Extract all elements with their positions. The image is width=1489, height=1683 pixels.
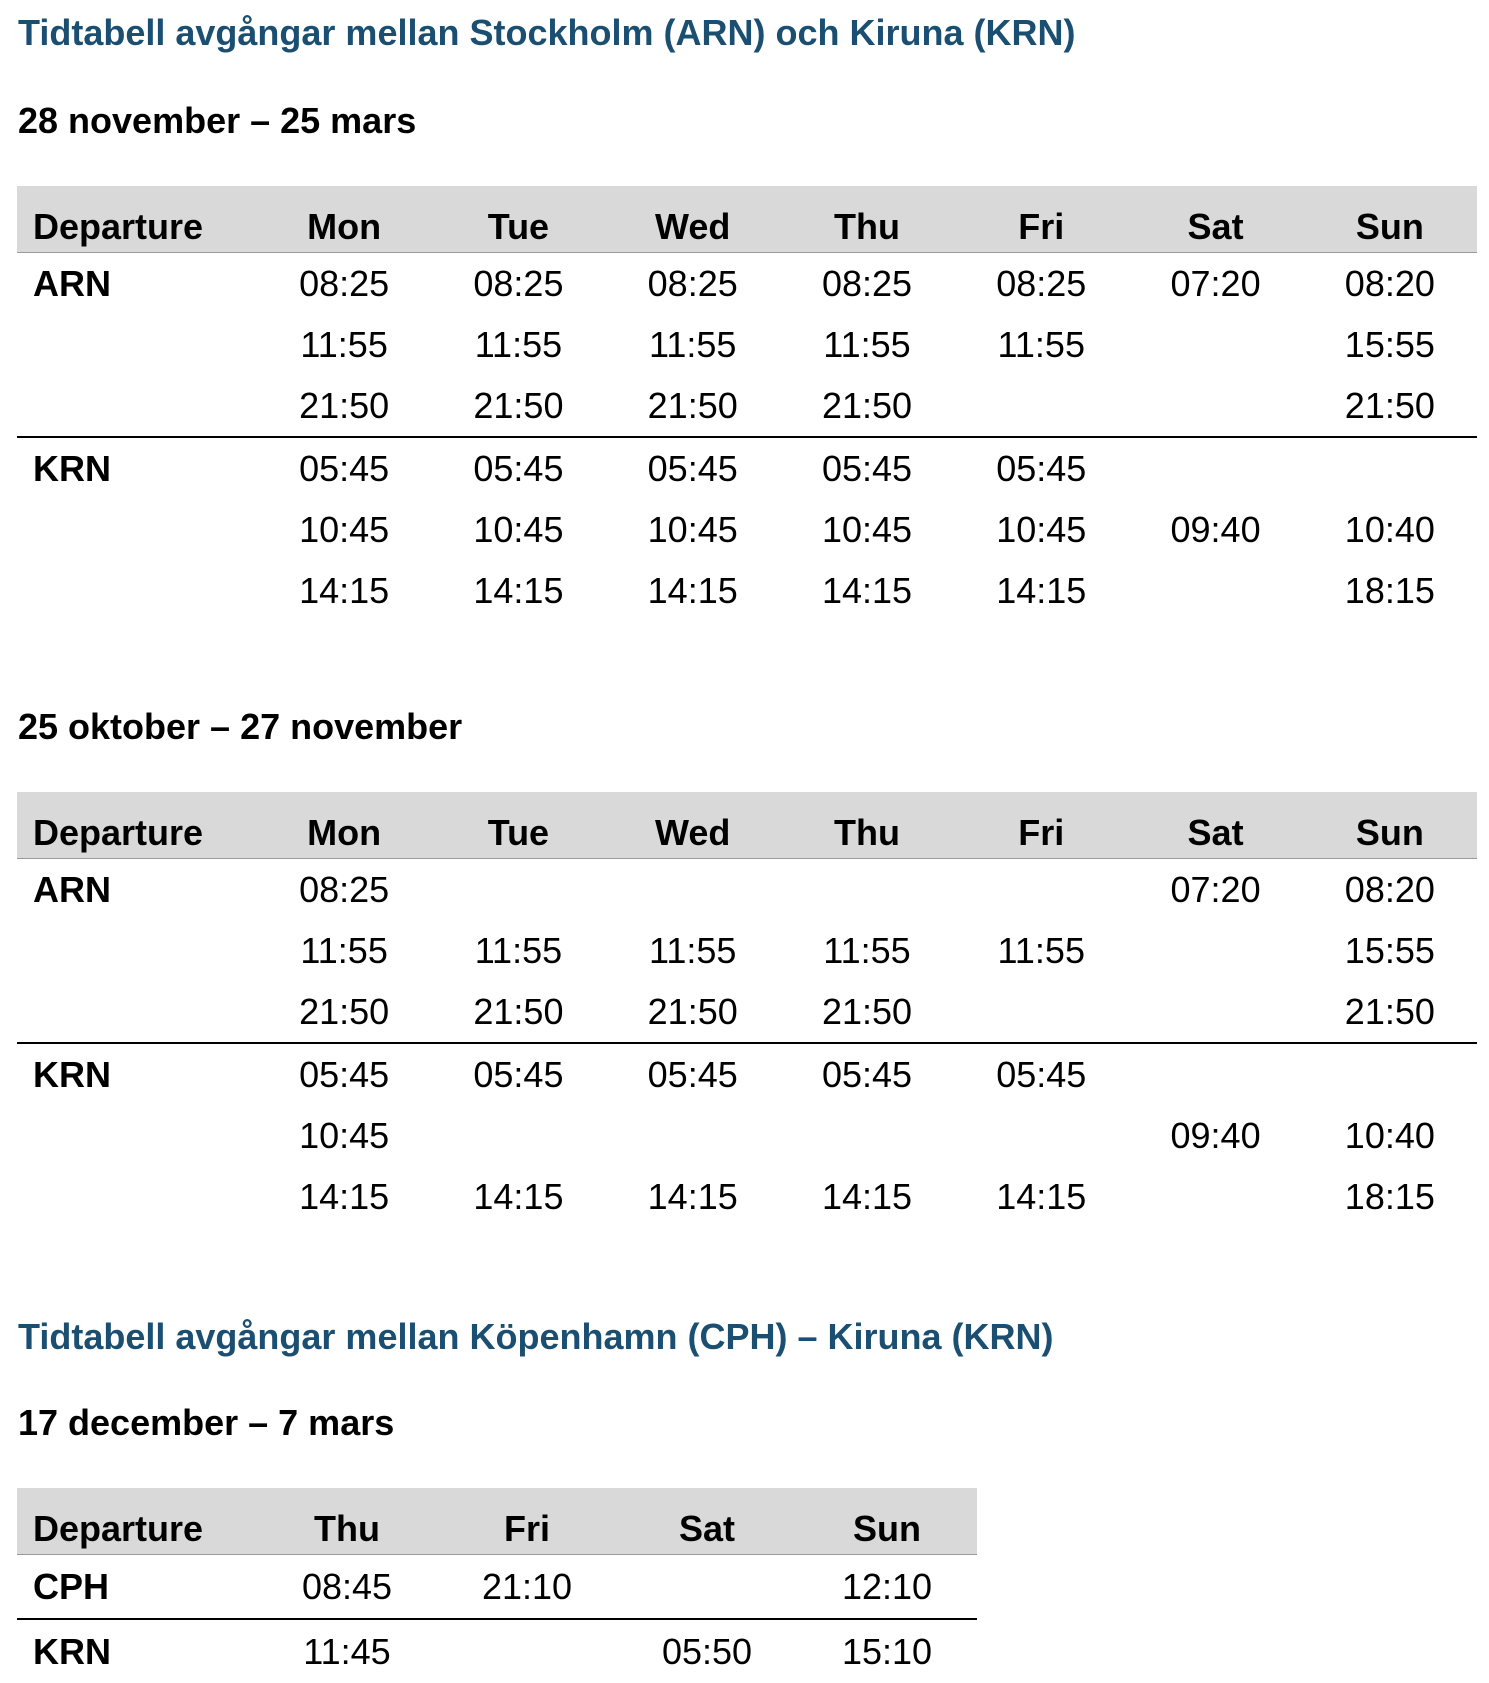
header-cell: Thu: [780, 792, 954, 859]
time-cell: 11:55: [474, 929, 563, 971]
time-cell: 21:50: [1303, 981, 1477, 1043]
time-cell: [780, 859, 954, 921]
timetable: [17, 792, 1477, 1227]
table-row: [17, 437, 1477, 499]
header-cell: Fri: [437, 1488, 617, 1555]
time-cell: 21:50: [780, 981, 954, 1043]
period-heading: 28 november – 25 mars: [18, 100, 417, 141]
table-row: [17, 499, 1477, 560]
time-cell: 15:10: [841, 1630, 933, 1672]
time-cell: 10:45: [299, 1114, 390, 1156]
time-cell: 14:15: [647, 569, 738, 611]
station-cell: [17, 920, 257, 981]
table-row: [17, 981, 1477, 1043]
time-cell: 12:10: [797, 1555, 977, 1620]
timetable: [17, 186, 1477, 621]
time-cell: 05:50: [661, 1630, 753, 1672]
header-cell: Sat: [1128, 186, 1302, 253]
station-cell: [17, 375, 257, 437]
table-row: [17, 1166, 1477, 1227]
station-cell: KRN: [33, 1053, 111, 1095]
time-cell: [431, 1105, 605, 1166]
header-row: [17, 1488, 977, 1555]
table-row: [17, 1619, 977, 1683]
time-cell: [1128, 375, 1302, 437]
time-cell: 05:45: [299, 447, 390, 489]
time-cell: 07:20: [1170, 262, 1261, 304]
time-cell: 14:15: [473, 569, 564, 611]
time-cell: 21:10: [437, 1555, 617, 1620]
station-cell: ARN: [33, 868, 111, 910]
time-cell: 14:15: [299, 569, 390, 611]
time-cell: 11:55: [997, 323, 1085, 365]
station-cell: KRN: [33, 447, 111, 489]
table-row: [17, 560, 1477, 621]
table-row: [17, 859, 1477, 921]
station-cell: [17, 499, 257, 560]
time-cell: 05:45: [647, 1053, 738, 1095]
section-title-stockholm-kiruna: Tidtabell avgångar mellan Stockholm (ARN) och Kiruna (KRN): [18, 12, 1076, 53]
period-heading: 25 oktober – 27 november: [18, 706, 463, 747]
time-cell: [1128, 437, 1302, 499]
header-cell: Wed: [606, 792, 780, 859]
header-cell: Departure: [17, 1488, 257, 1555]
time-cell: [954, 1105, 1128, 1166]
time-cell: 05:45: [821, 447, 913, 489]
time-cell: 08:25: [996, 262, 1087, 304]
time-cell: 05:45: [473, 1053, 564, 1095]
header-row: [17, 792, 1477, 859]
time-cell: 08:25: [473, 262, 564, 304]
header-cell: Sun: [1303, 186, 1477, 253]
time-cell: 21:50: [606, 981, 780, 1043]
time-cell: 05:45: [473, 447, 564, 489]
time-cell: [617, 1555, 797, 1620]
time-cell: 10:45: [996, 508, 1087, 550]
time-cell: 14:15: [821, 1175, 913, 1217]
time-cell: 11:55: [300, 323, 388, 365]
station-cell: [17, 1166, 257, 1227]
time-cell: 15:55: [1344, 929, 1435, 971]
time-cell: 11:55: [648, 929, 737, 971]
time-cell: 10:45: [821, 508, 913, 550]
time-cell: 21:50: [606, 375, 780, 437]
time-cell: [1128, 560, 1302, 621]
time-cell: 08:25: [299, 868, 390, 910]
time-cell: 09:40: [1170, 1114, 1261, 1156]
time-cell: 08:25: [647, 262, 738, 304]
time-cell: [431, 859, 605, 921]
table-row: [17, 253, 1477, 315]
time-cell: 10:40: [1344, 508, 1435, 550]
time-cell: 10:40: [1344, 1114, 1435, 1156]
time-cell: 08:45: [257, 1555, 437, 1620]
time-cell: 05:45: [821, 1053, 913, 1095]
table-row: [17, 1105, 1477, 1166]
time-cell: 08:20: [1344, 868, 1435, 910]
time-cell: 11:55: [300, 929, 388, 971]
time-cell: [1128, 1166, 1302, 1227]
table-row: [17, 314, 1477, 375]
time-cell: 10:45: [473, 508, 564, 550]
time-cell: 07:20: [1170, 868, 1261, 910]
header-cell: Fri: [954, 792, 1128, 859]
station-cell: [17, 1105, 257, 1166]
header-cell: Thu: [780, 186, 954, 253]
header-cell: Wed: [606, 186, 780, 253]
header-cell: Sun: [1303, 792, 1477, 859]
time-cell: [1128, 920, 1302, 981]
time-cell: 05:45: [996, 447, 1087, 489]
time-cell: [954, 981, 1128, 1043]
time-cell: 08:20: [1344, 262, 1435, 304]
time-cell: 11:55: [997, 929, 1085, 971]
time-cell: [954, 859, 1128, 921]
time-cell: 14:15: [299, 1175, 390, 1217]
time-cell: 05:45: [647, 447, 738, 489]
time-cell: 10:45: [647, 508, 738, 550]
time-cell: 21:50: [257, 375, 431, 437]
time-cell: 21:50: [431, 981, 605, 1043]
time-cell: [1128, 314, 1302, 375]
station-cell: CPH: [17, 1555, 257, 1620]
time-cell: 21:50: [257, 981, 431, 1043]
header-cell: Mon: [257, 186, 431, 253]
header-cell: Mon: [257, 792, 431, 859]
period-heading: 17 december – 7 mars: [18, 1402, 395, 1443]
section-title-copenhagen-kiruna: Tidtabell avgångar mellan Köpenhamn (CPH) – Kiruna (KRN): [18, 1316, 1054, 1357]
station-cell: ARN: [33, 262, 111, 304]
time-cell: 21:50: [780, 375, 954, 437]
time-cell: [954, 375, 1128, 437]
timetable: [17, 1488, 977, 1683]
header-cell: Departure: [17, 792, 257, 859]
time-cell: 21:50: [431, 375, 605, 437]
time-cell: [1128, 1043, 1302, 1105]
header-cell: Departure: [17, 186, 257, 253]
time-cell: 11:45: [303, 1630, 391, 1672]
header-cell: Sat: [617, 1488, 797, 1555]
time-cell: 05:45: [996, 1053, 1087, 1095]
table-row: [17, 920, 1477, 981]
time-cell: 08:25: [299, 262, 390, 304]
time-cell: 18:15: [1344, 1175, 1435, 1217]
time-cell: 14:15: [821, 569, 913, 611]
time-cell: 10:45: [299, 508, 390, 550]
table-row: [17, 1555, 977, 1620]
time-cell: 11:55: [648, 323, 737, 365]
time-cell: [606, 859, 780, 921]
time-cell: 14:15: [996, 1175, 1087, 1217]
time-cell: 11:55: [823, 929, 911, 971]
header-cell: Tue: [431, 792, 605, 859]
time-cell: 18:15: [1344, 569, 1435, 611]
header-cell: Sun: [797, 1488, 977, 1555]
time-cell: 08:25: [821, 262, 913, 304]
time-cell: [1303, 437, 1477, 499]
header-cell: Sat: [1128, 792, 1302, 859]
time-cell: 05:45: [299, 1053, 390, 1095]
station-cell: [17, 314, 257, 375]
time-cell: 14:15: [473, 1175, 564, 1217]
station-cell: KRN: [33, 1630, 111, 1672]
table-row: [17, 1043, 1477, 1105]
time-cell: 11:55: [474, 323, 563, 365]
time-cell: [437, 1619, 617, 1683]
time-cell: 09:40: [1170, 508, 1261, 550]
time-cell: [780, 1105, 954, 1166]
table-row: [17, 375, 1477, 437]
time-cell: [1128, 981, 1302, 1043]
header-cell: Tue: [431, 186, 605, 253]
time-cell: 21:50: [1303, 375, 1477, 437]
station-cell: [17, 560, 257, 621]
time-cell: 15:55: [1344, 323, 1435, 365]
time-cell: 14:15: [996, 569, 1087, 611]
header-cell: Fri: [954, 186, 1128, 253]
time-cell: [606, 1105, 780, 1166]
header-cell: Thu: [257, 1488, 437, 1555]
time-cell: 14:15: [647, 1175, 738, 1217]
time-cell: [1303, 1043, 1477, 1105]
time-cell: 11:55: [823, 323, 911, 365]
header-row: [17, 186, 1477, 253]
station-cell: [17, 981, 257, 1043]
